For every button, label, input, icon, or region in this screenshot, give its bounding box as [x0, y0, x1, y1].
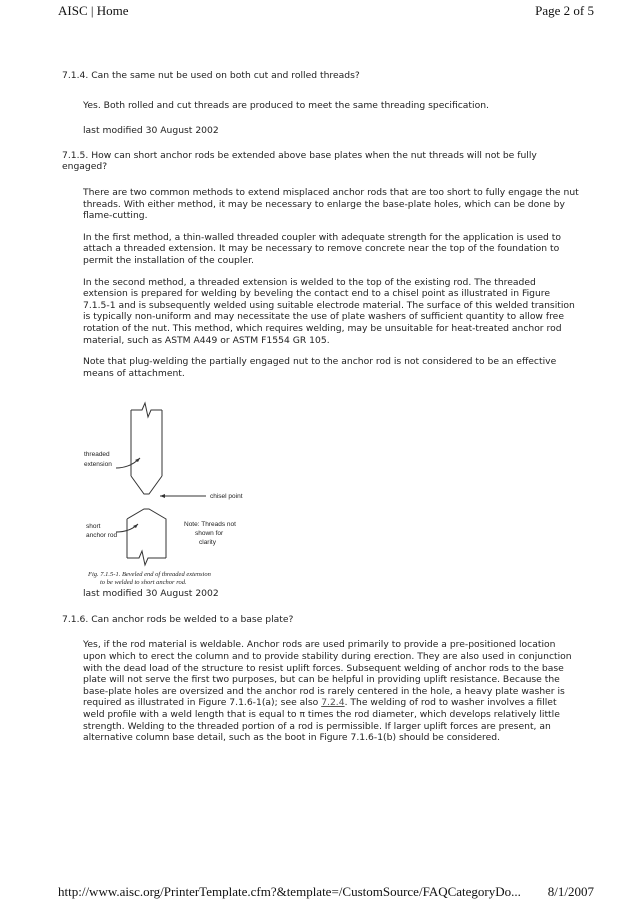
figure-caption-line-2: to be welded to short anchor rod.	[100, 579, 187, 584]
answer-7-1-6-part-2: . The welding of rod to washer involves a fillet weld profile with a weld length that is equal to π times the rod diameter, which develops relatively little strength. Welding to the threaded portion of a rod is permissible. If larger uplift forces are present, an alternative column base detail, such as the boot in Figure 7.1.6-1(b) should be considered.	[83, 697, 560, 744]
answer-7-1-5-paragraph-2: In the first method, a thin-walled threaded coupler with adequate strength for the application is used to attach a threaded extension. It may be necessary to remove concrete near the top of the foundation to permit the installation of the coupler.	[83, 231, 561, 266]
figure-caption-line-1: Fig. 7.1.5-1. Beveled end of threaded extension	[88, 571, 211, 578]
link-7-2-4[interactable]: 7.2.4	[321, 697, 345, 709]
page-footer	[0, 884, 638, 902]
label-extension: extension	[84, 461, 112, 468]
label-chisel-point: chisel point	[210, 493, 243, 500]
question-7-1-4: 7.1.4. Can the same nut be used on both cut and rolled threads?	[62, 70, 360, 81]
header-page-number: Page 2 of 5	[535, 3, 594, 18]
answer-7-1-6	[83, 639, 579, 743]
label-short: short	[86, 523, 101, 530]
answer-7-1-4: Yes. Both rolled and cut threads are produced to meet the same threading specification.	[83, 99, 489, 111]
note-line-2: shown for	[195, 530, 224, 537]
break-line-bottom	[127, 551, 166, 565]
answer-7-1-5-paragraph-3: In the second method, a threaded extension is welded to the top of the existing rod. The threaded extension is prepared for welding by beveling the contact end to a chisel point as illustrated in Figure 7.1.5-1 and is subsequently welded using suitable electrode material. The surface of this welded transition is typically non-uniform and may necessitate the use of plate washers of sufficient quantity to allow free rotation of the nut. This method, which requires welding, may be unsuitable for heat-treated anchor rod material, such as ASTM A449 or ASTM F1554 GR 105.	[83, 276, 575, 346]
answer-7-1-5-paragraph-1: There are two common methods to extend misplaced anchor rods that are too short to fully engage the nut threads. With either method, it may be necessary to enlarge the base-plate holes, which can be done by flame-cutting.	[83, 186, 579, 222]
note-line-3: clarity	[199, 539, 216, 546]
arrowhead-chisel	[160, 494, 165, 498]
break-line-top	[131, 403, 162, 417]
figure-7-1-5-1	[78, 398, 338, 584]
question-7-1-6: 7.1.6. Can anchor rods be welded to a base plate?	[62, 613, 294, 625]
anchor-rod-outline	[127, 509, 166, 558]
note-line-1: Note: Threads not	[184, 521, 236, 528]
footer-url: http://www.aisc.org/PrinterTemplate.cfm?&template=/CustomSource/FAQCategoryDo...	[58, 884, 521, 899]
header-site-title: AISC | Home	[58, 3, 129, 18]
footer-date: 8/1/2007	[547, 884, 594, 899]
page-header	[0, 3, 638, 21]
question-7-1-5: 7.1.5. How can short anchor rods be extended above base plates when the nut threads will not be fully engaged?	[62, 149, 537, 173]
label-threaded: threaded	[84, 451, 110, 458]
chisel-bevel	[131, 476, 162, 494]
label-anchor-rod: anchor rod	[86, 532, 118, 539]
answer-7-1-6-part-1: Yes, if the rod material is weldable. Anchor rods are used primarily to provide a pre-positioned location upon which to erect the column and to provide stability during erection. They are also used in conjunction with the dead load of the structure to resist uplift forces. Subsequent welding of anchor rods to the base plate will not serve the first two purposes, but can be helpful in providing uplift resistance. Because the base-plate holes are oversized and the anchor rod is rarely centered in the hole, a heavy plate washer is required as illustrated in Figure 7.1.6-1(a); see also	[83, 639, 572, 709]
answer-7-1-5-paragraph-4: Note that plug-welding the partially engaged nut to the anchor rod is not considered to be an effective means of attachment.	[83, 356, 557, 379]
last-modified-7-1-4: last modified 30 August 2002	[83, 125, 219, 137]
last-modified-7-1-5: last modified 30 August 2002	[83, 588, 219, 600]
